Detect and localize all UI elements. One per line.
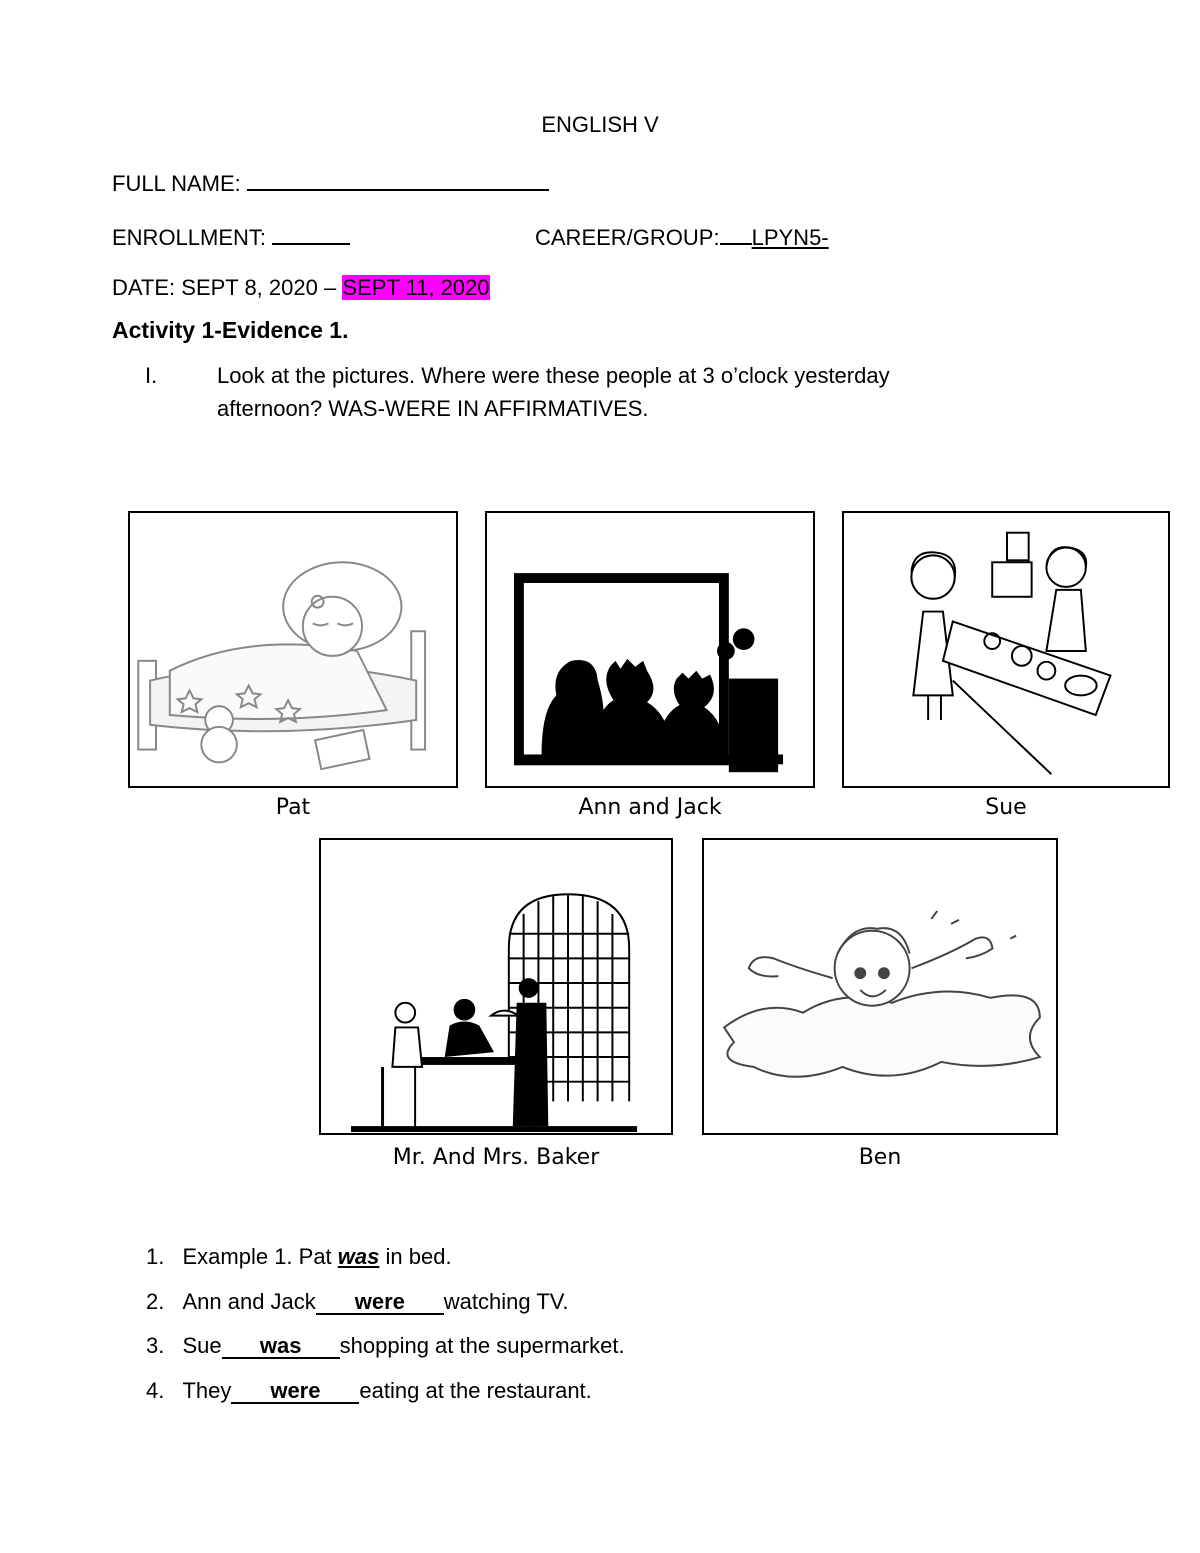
sentence-4-number: 4. xyxy=(146,1378,165,1403)
sentence-1 xyxy=(146,1244,452,1270)
sentence-3-after: shopping at the supermarket. xyxy=(339,1333,625,1358)
caption-bakers: Mr. And Mrs. Baker xyxy=(392,1145,600,1170)
instruction-line-1: Look at the pictures. Where were these people at 3 o’clock yesterday xyxy=(217,363,890,388)
sentence-1-before: Example 1. Pat xyxy=(182,1244,338,1269)
picture-ann-and-jack xyxy=(485,511,815,788)
sentence-2-answer[interactable]: were xyxy=(316,1291,444,1315)
sentence-2-before: Ann and Jack xyxy=(182,1289,316,1314)
swimming-boy-icon xyxy=(704,840,1056,1133)
career-blank xyxy=(720,221,752,245)
sentence-4 xyxy=(146,1378,592,1404)
full-name-row xyxy=(112,167,549,197)
sentence-3 xyxy=(146,1333,625,1359)
document-title: ENGLISH V xyxy=(541,112,659,137)
instruction-numeral: I. xyxy=(145,363,158,388)
sentence-2 xyxy=(146,1289,569,1315)
picture-sue xyxy=(842,511,1170,788)
supermarket-checkout-icon xyxy=(844,513,1168,786)
career-row xyxy=(535,221,829,251)
date-end-highlight: SEPT 11, 2020 xyxy=(342,275,490,300)
career-label: CAREER/GROUP: xyxy=(535,225,720,250)
picture-bakers xyxy=(319,838,673,1135)
date-row xyxy=(112,275,490,301)
caption-pat: Pat xyxy=(275,795,311,820)
sentence-3-answer[interactable]: was xyxy=(222,1335,340,1359)
sentence-1-number: 1. xyxy=(146,1244,165,1269)
career-value: LPYN5- xyxy=(751,225,829,250)
caption-sue: Sue xyxy=(985,795,1027,820)
sentence-1-answer: was xyxy=(337,1244,380,1269)
sentence-4-answer[interactable]: were xyxy=(231,1380,359,1404)
caption-ann-and-jack: Ann and Jack xyxy=(578,795,722,820)
date-label: DATE: SEPT 8, 2020 – xyxy=(112,275,337,300)
activity-title: Activity 1-Evidence 1. xyxy=(112,317,349,343)
sentence-3-before: Sue xyxy=(182,1333,222,1358)
cinema-audience-icon xyxy=(487,513,813,786)
sentence-2-after: watching TV. xyxy=(443,1289,569,1314)
sentence-4-before: They xyxy=(182,1378,232,1403)
instruction-line-2: afternoon? WAS-WERE IN AFFIRMATIVES. xyxy=(217,396,649,421)
full-name-blank[interactable] xyxy=(247,167,549,191)
sleeping-child-icon xyxy=(130,513,456,786)
picture-pat xyxy=(128,511,458,788)
sentence-3-number: 3. xyxy=(146,1333,165,1358)
enrollment-row xyxy=(112,221,350,251)
sentence-1-after: in bed. xyxy=(379,1244,452,1269)
sentence-2-number: 2. xyxy=(146,1289,165,1314)
full-name-label: FULL NAME: xyxy=(112,171,241,196)
enrollment-label: ENROLLMENT: xyxy=(112,225,267,250)
caption-ben: Ben xyxy=(858,1145,902,1170)
picture-ben xyxy=(702,838,1058,1135)
restaurant-diners-icon xyxy=(321,840,671,1133)
sentence-4-after: eating at the restaurant. xyxy=(359,1378,592,1403)
enrollment-blank[interactable] xyxy=(272,221,350,245)
